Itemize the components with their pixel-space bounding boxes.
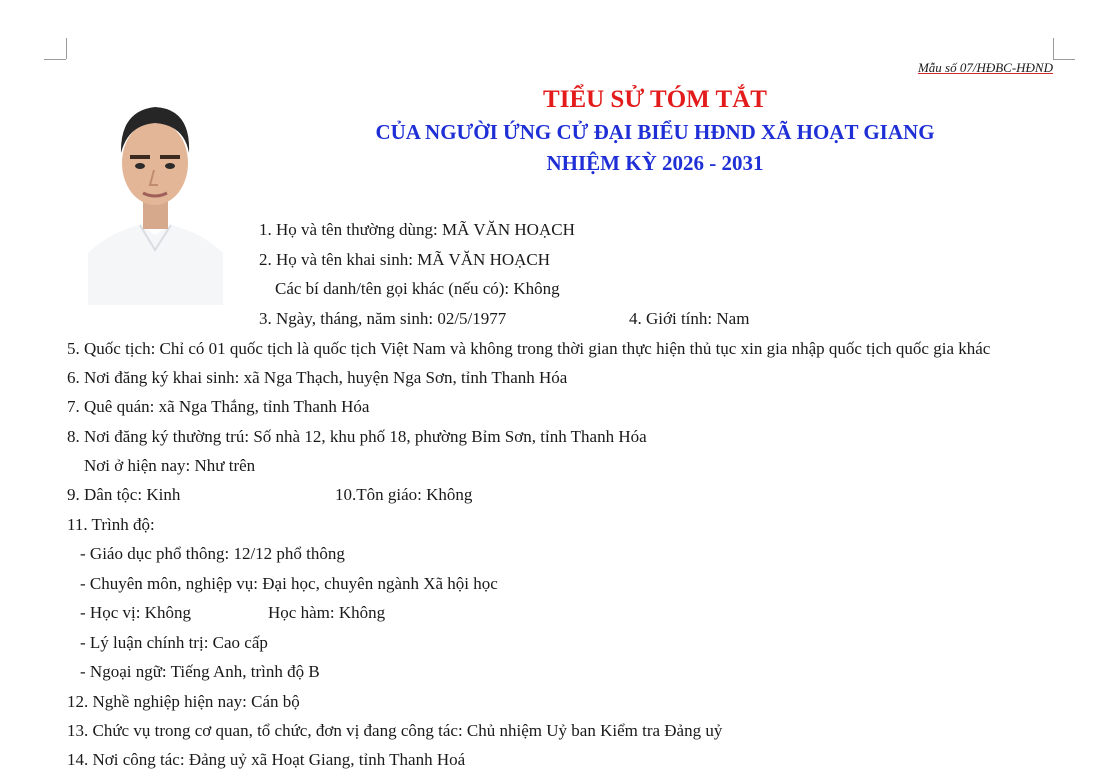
field-aliases: Các bí danh/tên gọi khác (nếu có): Không [275,279,560,298]
field-workplace: 14. Nơi công tác: Đảng uỷ xã Hoạt Giang, tỉnh Thanh Hoá [67,750,466,769]
document-term: NHIỆM KỲ 2026 - 2031 [546,151,764,175]
field-foreign-language: - Ngoại ngữ: Tiếng Anh, trình độ B [80,662,320,681]
margin-mark-top-right-v [1053,38,1054,59]
field-religion: 10.Tôn giáo: Không [335,485,473,504]
field-occupation: 12. Nghề nghiệp hiện nay: Cán bộ [67,692,300,711]
margin-mark-top-left-h [44,59,66,60]
document-subtitle: CỦA NGƯỜI ỨNG CỬ ĐẠI BIỂU HĐND XÃ HOẠT GIANG [375,120,935,144]
field-academic-title: Học hàm: Không [268,603,386,622]
document-title: TIỂU SỬ TÓM TẮT [543,86,767,113]
field-professional-qualification: - Chuyên môn, nghiệp vụ: Đại học, chuyên ngành Xã hội học [80,574,498,593]
field-nationality: 5. Quốc tịch: Chỉ có 01 quốc tịch là quốc tịch Việt Nam và không trong thời gian thực hiện thủ tục xin gia nhập quốc tịch quốc gia khác [67,339,991,358]
field-current-residence: Nơi ở hiện nay: Như trên [84,456,256,475]
field-political-theory: - Lý luận chính trị: Cao cấp [80,633,268,652]
field-birth-name: 2. Họ và tên khai sinh: MÃ VĂN HOẠCH [259,250,551,269]
field-hometown: 7. Quê quán: xã Nga Thắng, tỉnh Thanh Hóa [67,397,370,416]
field-birth-registration: 6. Nơi đăng ký khai sinh: xã Nga Thạch, huyện Nga Sơn, tỉnh Thanh Hóa [67,368,568,387]
field-date-of-birth: 3. Ngày, tháng, năm sinh: 02/5/1977 [259,309,507,328]
field-education-heading: 11. Trình độ: [67,515,155,534]
portrait-photo [88,85,223,305]
form-code: Mẫu số 07/HĐBC-HĐND [917,60,1053,75]
field-general-education: - Giáo dục phổ thông: 12/12 phổ thông [80,544,345,563]
field-position: 13. Chức vụ trong cơ quan, tổ chức, đơn vị đang công tác: Chủ nhiệm Uỷ ban Kiểm tra Đảng uỷ [67,721,723,740]
margin-mark-top-left-v [66,38,67,59]
margin-mark-top-right-h [1053,59,1075,60]
field-permanent-residence: 8. Nơi đăng ký thường trú: Số nhà 12, khu phố 18, phường Bỉm Sơn, tỉnh Thanh Hóa [67,427,647,446]
field-academic-degree: - Học vị: Không [80,603,191,622]
field-gender: 4. Giới tính: Nam [629,309,750,328]
field-common-name: 1. Họ và tên thường dùng: MÃ VĂN HOẠCH [259,220,575,239]
field-ethnicity: 9. Dân tộc: Kinh [67,485,181,504]
